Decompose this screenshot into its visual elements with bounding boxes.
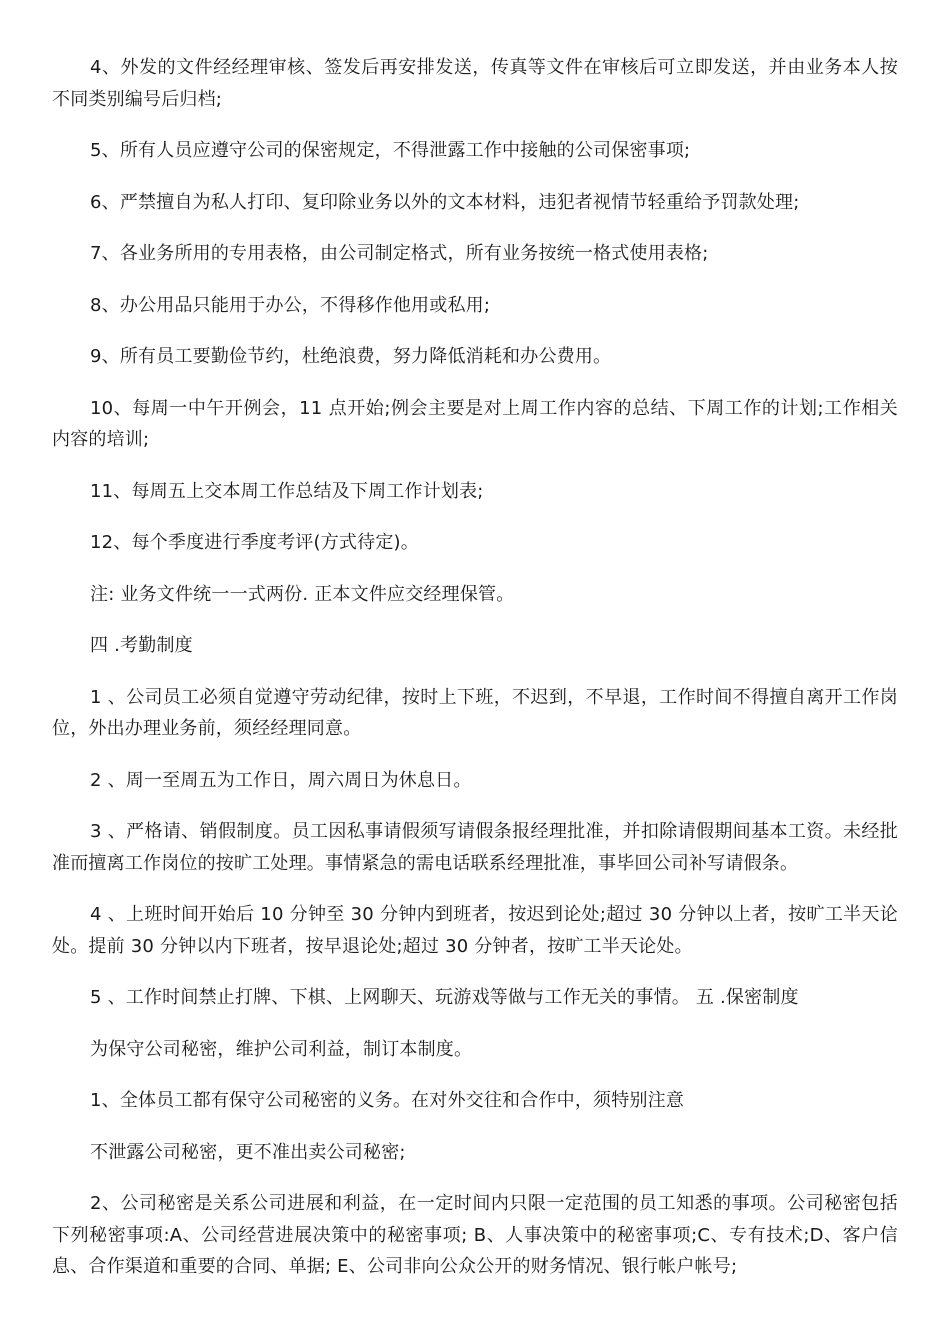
attendance-item-2: 2 、周一至周五为工作日，周六周日为休息日。 [90, 769, 472, 791]
confidentiality-item-1-cont: 不泄露公司秘密，更不准出卖公司秘密; [90, 1141, 406, 1163]
attendance-item-5: 5 、工作时间禁止打牌、下棋、上网聊天、玩游戏等做与工作无关的事情。 五 .保密制度 [90, 987, 799, 1008]
attendance-item-1: 1 、公司员工必须自觉遵守劳动纪律，按时上下班，不迟到，不早退，工作时间不得擅自离开工作岗位，外出办理业务前，须经经理同意。 [52, 686, 898, 739]
paragraph-item-6: 6、严禁擅自为私人打印、复印除业务以外的文本材料，违犯者视情节轻重给予罚款处理; [90, 191, 800, 213]
document-page [52, 52, 898, 1303]
confidentiality-intro: 为保守公司秘密，维护公司利益，制订本制度。 [90, 1038, 473, 1060]
paragraph-item-8: 8、办公用品只能用于办公，不得移作他用或私用; [90, 294, 491, 316]
paragraph-item-12: 12、每个季度进行季度考评(方式待定)。 [90, 532, 419, 553]
paragraph-item-4: 4、外发的文件经经理审核、签发后再安排发送，传真等文件在审核后可立即发送，并由业务本人按不同类别编号后归档; [52, 57, 898, 110]
attendance-item-4: 4 、上班时间开始后 10 分钟至 30 分钟内到班者，按迟到论处;超过 30 分钟以上者，按旷工半天论处。提前 30 分钟以内下班者，按早退论处;超过 30 分钟者，按旷工半天论处。 [52, 904, 898, 957]
paragraph-item-7: 7、各业务所用的专用表格，由公司制定格式，所有业务按统一格式使用表格; [90, 243, 709, 264]
attendance-item-3: 3 、严格请、销假制度。员工因私事请假须写请假条报经理批准，并扣除请假期间基本工资。未经批准而擅离工作岗位的按旷工处理。事情紧急的需电话联系经理批准，事毕回公司补写请假条。 [52, 821, 898, 874]
paragraph-item-10: 10、每周一中午开例会，11 点开始;例会主要是对上周工作内容的总结、下周工作的计划;工作相关内容的培训; [52, 397, 898, 450]
section-heading-attendance: 四 .考勤制度 [90, 635, 193, 656]
paragraph-item-9: 9、所有员工要勤俭节约，杜绝浪费，努力降低消耗和办公费用。 [90, 346, 612, 367]
paragraph-item-11: 11、每周五上交本周工作总结及下周工作计划表; [90, 480, 484, 502]
confidentiality-item-1: 1、全体员工都有保守公司秘密的义务。在对外交往和合作中，须特别注意 [90, 1090, 685, 1111]
paragraph-item-5: 5、所有人员应遵守公司的保密规定，不得泄露工作中接触的公司保密事项; [90, 140, 691, 161]
confidentiality-item-2: 2、公司秘密是关系公司进展和利益，在一定时间内只限一定范围的员工知悉的事项。公司秘密包括下列秘密事项:A、公司经营进展决策中的秘密事项; B、人事决策中的秘密事项;C、专有技术;D、客户信息、合作渠道和重要的合同、单据; E、公司非向公众公开的财务情况、银行帐户帐号; [52, 1193, 898, 1277]
paragraph-note: 注: 业务文件统一一式两份. 正本文件应交经理保管。 [90, 583, 515, 605]
